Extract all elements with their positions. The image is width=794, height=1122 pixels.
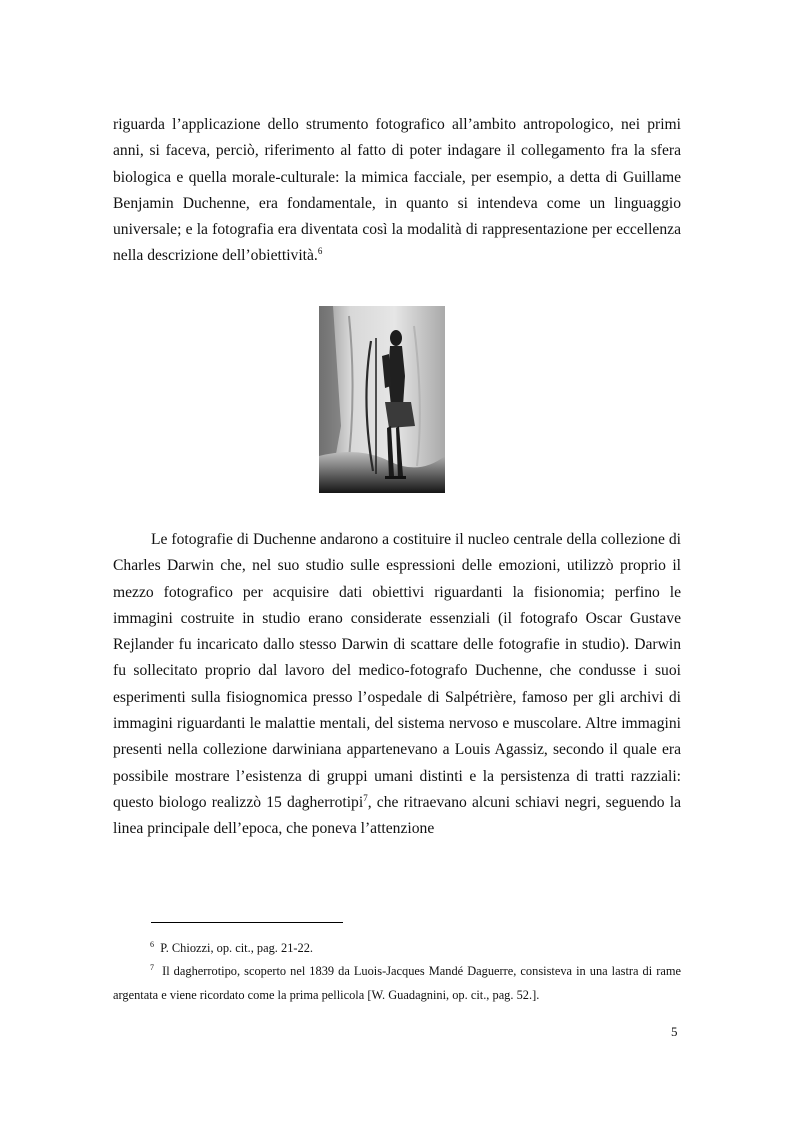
page-number: 5 [671,1024,678,1039]
footnote-7-number: 7 [150,962,154,972]
photograph-figure-with-bow [319,306,445,493]
paragraph-1-text: riguarda l’applicazione dello strumento fotografico all’ambito antropologico, nei primi anni, si faceva, perciò, riferimento al fatto di poter indagare il collegamento fra la sfera biologica e quella morale-culturale: la mimica facciale, per esempio, a detta di Guillame Benjamin Duchenne, era fondamentale, in quanto si intendeva come un linguaggio universale; e la fotografia era diventata così la modalità di rappresentazione per eccellenza nella descrizione dell’obiettività. [113,116,681,265]
footnote-6 [113,936,681,960]
footnote-ref-7[interactable]: 7 [363,792,368,803]
paragraph-2-text-a: Le fotografie di Duchenne andarono a costituire il nucleo centrale della collezione di Charles Darwin che, nel suo studio sulle espressioni delle emozioni, utilizzò proprio il mezzo fotografico per acquisire dati obiettivi riguardanti la fisionomia; perfino le immagini costruite in studio erano considerate essenziali (il fotografo Oscar Gustave Rejlander fu incaricato dallo stesso Darwin di scattare delle fotografie in studio). Darwin fu sollecitato proprio dal lavoro del medico-fotografo Duchenne, che condusse i suoi esperimenti sulla fisiognomica presso l’ospedale di Salpétrière, famoso per gli archivi di immagini riguardanti le malattie mentali, del sistema nervoso e muscolare. Altre immagini presenti nella collezione darwiniana appartenevano a Louis Agassiz, secondo il quale era possibile mostrare l’esistenza di gruppi umani distinti e la persistenza di tratti razziali: questo biologo realizzò 15 dagherrotipi [113,531,681,811]
footnote-separator [151,922,343,923]
ethnographic-photograph [319,306,445,493]
footnote-ref-6[interactable]: 6 [317,246,323,257]
footnote-6-text: P. Chiozzi, op. cit., pag. 21-22. [160,941,314,955]
footnote-7 [113,959,681,1007]
paragraph-1 [113,112,681,270]
paragraph-2 [113,527,681,843]
footnote-6-number: 6 [150,939,154,949]
paragraph-2-text-b: , che ritraevano alcuni schiavi negri, seguendo la linea principale dell’epoca, che poneva l’attenzione [113,793,682,838]
footnote-7-text: Il dagherrotipo, scoperto nel 1839 da Luois-Jacques Mandé Daguerre, consisteva in una lastra di rame argentata e viene ricordato come la prima pellicola [W. Guadagnini, op. cit., pag. 52.]. [113,964,681,1002]
